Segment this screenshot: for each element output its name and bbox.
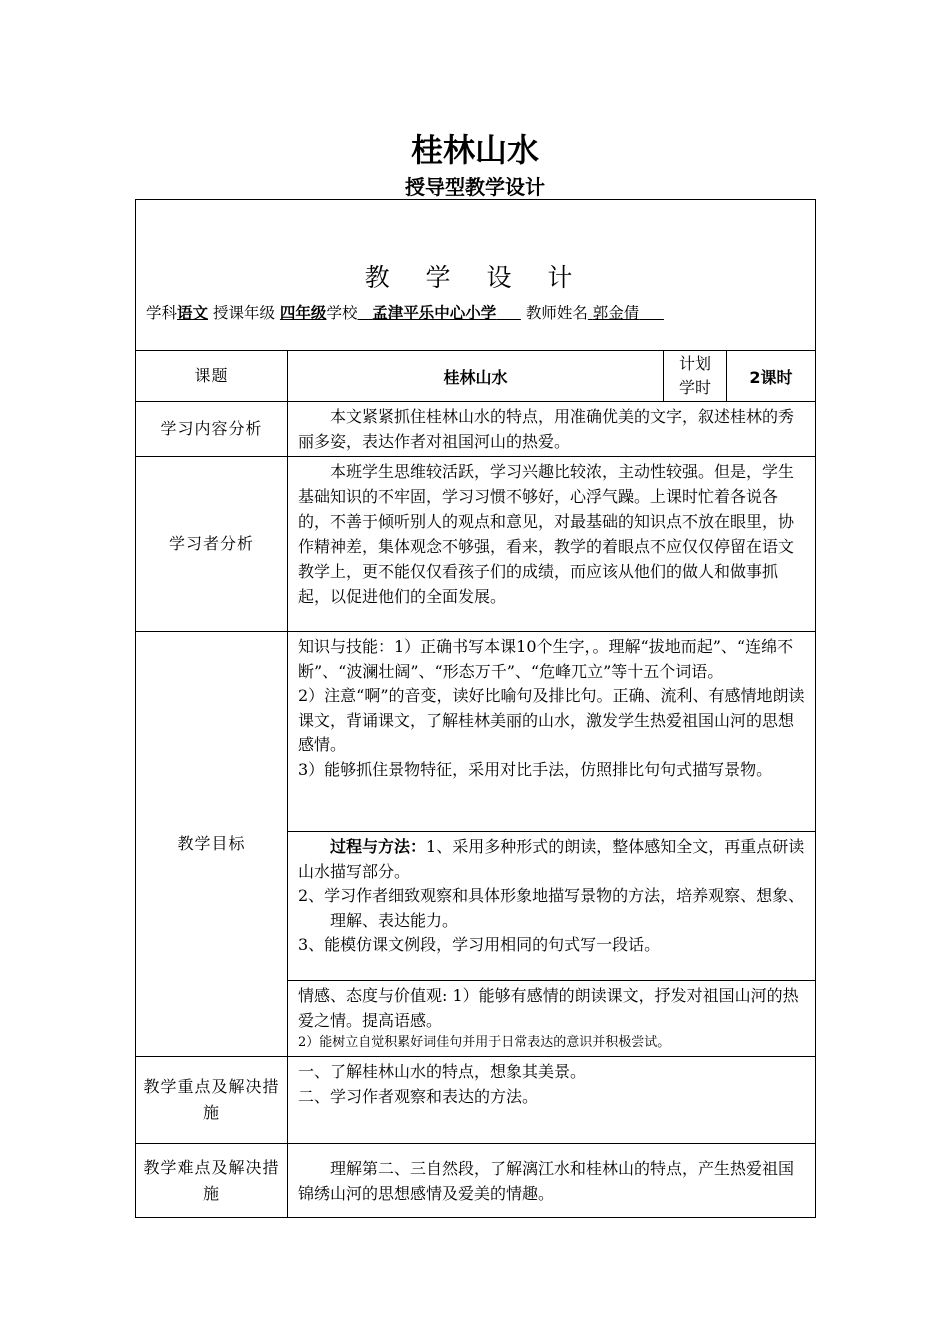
school-value: 孟津平乐中心小学 [372,304,497,322]
goals-knowledge-row [136,632,816,832]
goals-knowledge-1: 知识与技能：1）正确书写本课10个生字，。理解“拔地而起”、“连绵不断”、“波澜壮阔”、“形态万千”、“危峰兀立”等十五个词语。 [298,637,794,681]
goals-knowledge-cell [288,632,816,832]
goals-emotion-1: 情感、态度与价值观: 1）能够有感情的朗读课文，抒发对祖国山河的热爱之情。提高语感。 [298,986,799,1030]
document-title: 桂林山水 [410,131,539,169]
teacher-value: 郭金倩 [592,304,640,322]
document-subtitle: 授导型教学设计 [405,175,545,199]
difficulty-text: 理解第二、三自然段，了解漓江水和桂林山的特点，产生热爱祖国锦绣山河的思想感情及爱美的情趣。 [298,1159,795,1203]
topic-row [136,351,816,402]
key-cell [288,1057,816,1144]
design-table [135,199,816,1218]
goals-emotion-cell [288,981,816,1057]
table-header-row [136,200,816,351]
difficulty-cell [288,1144,816,1218]
goals-knowledge-3: 3）能够抓住景物特征，采用对比手法，仿照排比句句式描写景物。 [298,759,773,779]
learner-label: 学习者分析 [136,457,288,632]
learner-row [136,457,816,632]
plan-hours-label [664,351,727,402]
content-cell [288,402,816,457]
plan-label-line-2: 学时 [678,378,711,397]
goals-process-3: 3、能模仿课文例段，学习用相同的句式写一段话。 [298,935,661,954]
teacher-label: 教师姓名 [525,304,588,322]
key-label: 教学重点及解决措施 [136,1057,288,1144]
school-label: 学校 [326,304,358,322]
plan-hours-value: 2课时 [727,351,816,402]
goals-knowledge-2: 2）注意“啊”的音变，读好比喻句及排比句。正确、流利、有感情地朗读课文，背诵课文，了解桂林美丽的山水，激发学生热爱祖国山河的思想感情。 [298,686,805,754]
goals-process-1-text: 1、采用多种形式的朗读，整体感知全文，再重点研读山水描写部分。 [298,837,805,881]
goals-process-cell [288,832,816,981]
grade-value: 四年级 [279,304,327,322]
goals-process-1 [298,835,809,884]
content-text: 本文紧紧抓住桂林山水的特点，用准确优美的文字，叙述桂林的秀丽多姿，表达作者对祖国河山的热爱。 [298,407,795,451]
subject-value: 语文 [177,304,209,322]
difficulty-label: 教学难点及解决措施 [136,1144,288,1218]
info-line [146,301,664,323]
goals-process-2: 2、学习作者细致观察和具体形象地描写景物的方法，培养观察、想象、理解、表达能力。 [298,886,805,930]
content-row [136,402,816,457]
content-label: 学习内容分析 [136,402,288,457]
goals-label: 教学目标 [136,632,288,1057]
goals-emotion-2: 2）能树立自觉积累好词佳句并用于日常表达的意识并积极尝试。 [298,1035,671,1050]
learner-text: 本班学生思维较活跃，学习兴趣比较浓，主动性较强。但是，学生基础知识的不牢固，学习习惯不够好，心浮气躁。上课时忙着各说各的，不善于倾听别人的观点和意见，对最基础的知识点不放在眼里，协作精神差，集体观念不够强，看来，教学的着眼点不应仅仅停留在语文教学上，更不能仅仅看孩子们的成绩，而应该从他们的做人和做事抓起，以促进他们的全面发展。 [298,462,795,606]
plan-label-line-1: 计划 [678,354,711,373]
topic-label: 课题 [136,351,288,402]
key-item-2: 二、学习作者观察和表达的方法。 [298,1086,539,1106]
key-item-1: 一、了解桂林山水的特点，想象其美景。 [298,1062,587,1081]
key-row [136,1057,816,1144]
difficulty-row [136,1144,816,1218]
goals-process-label: 过程与方法： [330,837,427,856]
subject-label: 学科 [146,304,178,322]
grade-label: 授课年级 [212,304,275,322]
learner-cell [288,457,816,632]
header-cell [136,200,816,351]
design-heading: 教 学 设 计 [364,263,587,292]
topic-value: 桂林山水 [288,351,664,402]
